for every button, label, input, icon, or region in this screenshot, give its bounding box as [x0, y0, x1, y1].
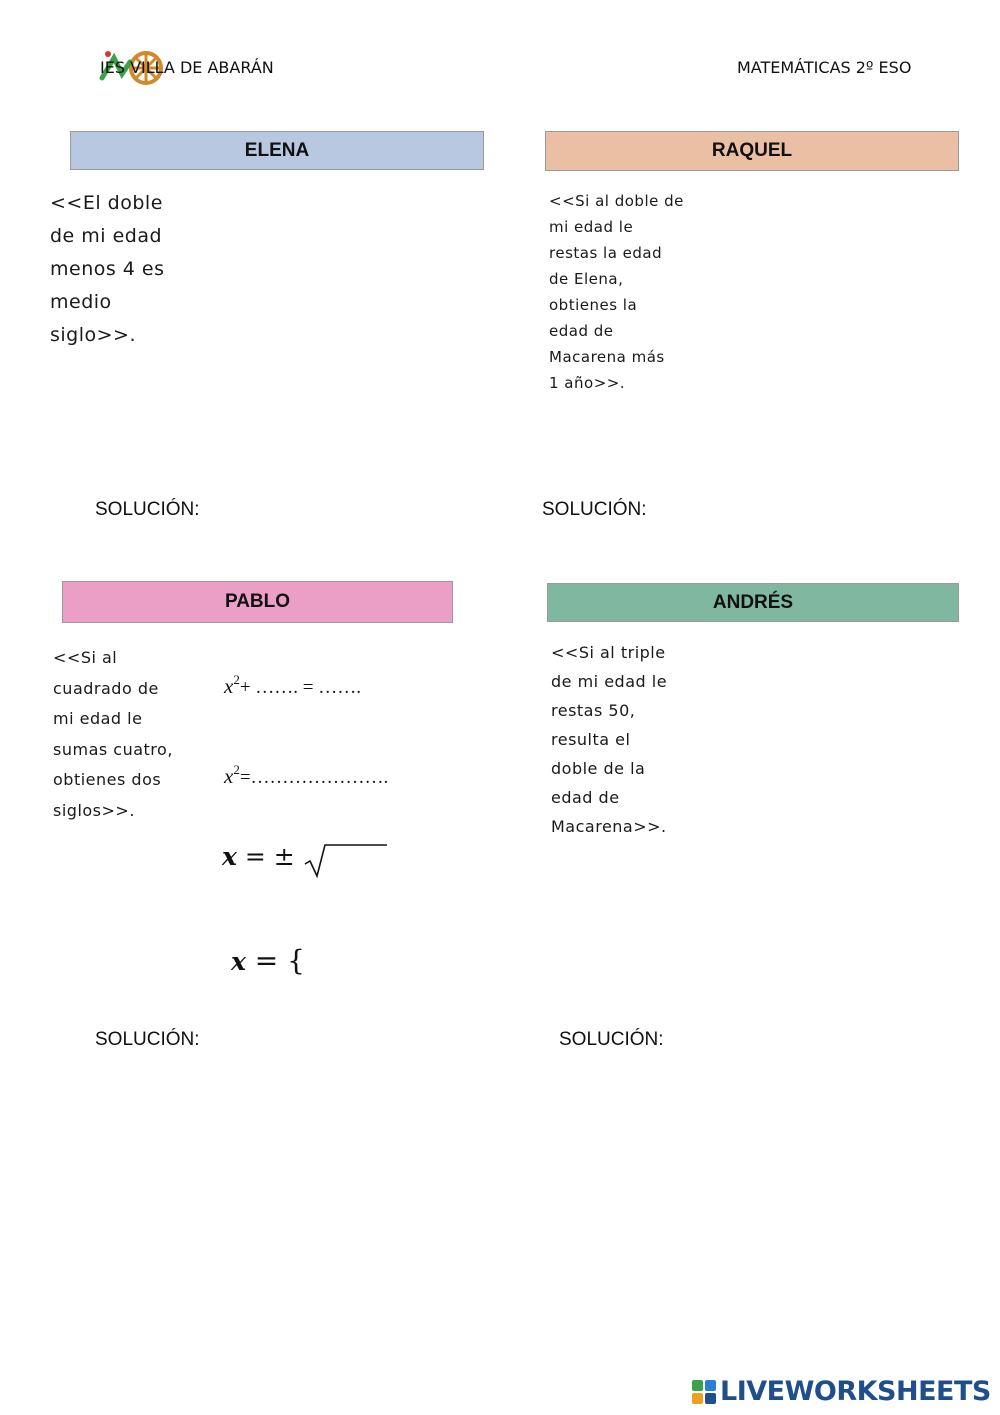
- banner-elena: ELENA: [70, 131, 484, 170]
- math-exponent: 2: [233, 762, 240, 777]
- math-var: x: [224, 674, 234, 698]
- riddle-andres: <<Si al triple de mi edad le restas 50, resulta el doble de la edad de Macarena>>.: [551, 643, 668, 836]
- equation-line-1: [224, 672, 361, 699]
- equation-line-3-rest: = ±: [236, 842, 303, 871]
- equation-line-1-rest: + ……. = …….: [239, 677, 362, 698]
- brand-text: LIVEWORKSHEETS: [720, 1376, 991, 1407]
- solution-label-pablo: SOLUCIÓN:: [95, 1029, 200, 1050]
- solution-label-raquel: SOLUCIÓN:: [542, 499, 647, 520]
- equation-line-2-rest: =………………….: [239, 767, 389, 788]
- equation-line-4: [231, 944, 305, 977]
- banner-pablo: PABLO: [62, 581, 453, 623]
- subject-title: MATEMÁTICAS 2º ESO: [737, 58, 912, 77]
- math-var: x: [222, 842, 237, 871]
- equation-line-4-rest: = {: [245, 944, 305, 977]
- riddle-elena: <<El doble de mi edad menos 4 es medio siglo>>.: [50, 192, 165, 346]
- banner-raquel: RAQUEL: [545, 131, 959, 171]
- solution-label-andres: SOLUCIÓN:: [559, 1029, 664, 1050]
- liveworksheets-brand: [692, 1376, 991, 1407]
- banner-andres: ANDRÉS: [547, 583, 959, 622]
- equation-line-2: [224, 762, 388, 789]
- liveworksheets-logo-icon: [692, 1380, 716, 1404]
- math-var: x: [231, 947, 246, 976]
- math-var: x: [224, 764, 234, 788]
- riddle-pablo: <<Si al cuadrado de mi edad le sumas cuatro, obtienes dos siglos>>.: [53, 648, 173, 820]
- school-name: IES VILLA DE ABARÁN: [100, 58, 274, 77]
- equation-line-3: [222, 842, 389, 886]
- riddle-raquel: <<Si al doble de mi edad le restas la edad de Elena, obtienes la edad de Macarena más 1 año>>.: [549, 192, 684, 392]
- sqrt-icon: [303, 842, 389, 886]
- solution-label-elena: SOLUCIÓN:: [95, 499, 200, 520]
- math-exponent: 2: [233, 672, 240, 687]
